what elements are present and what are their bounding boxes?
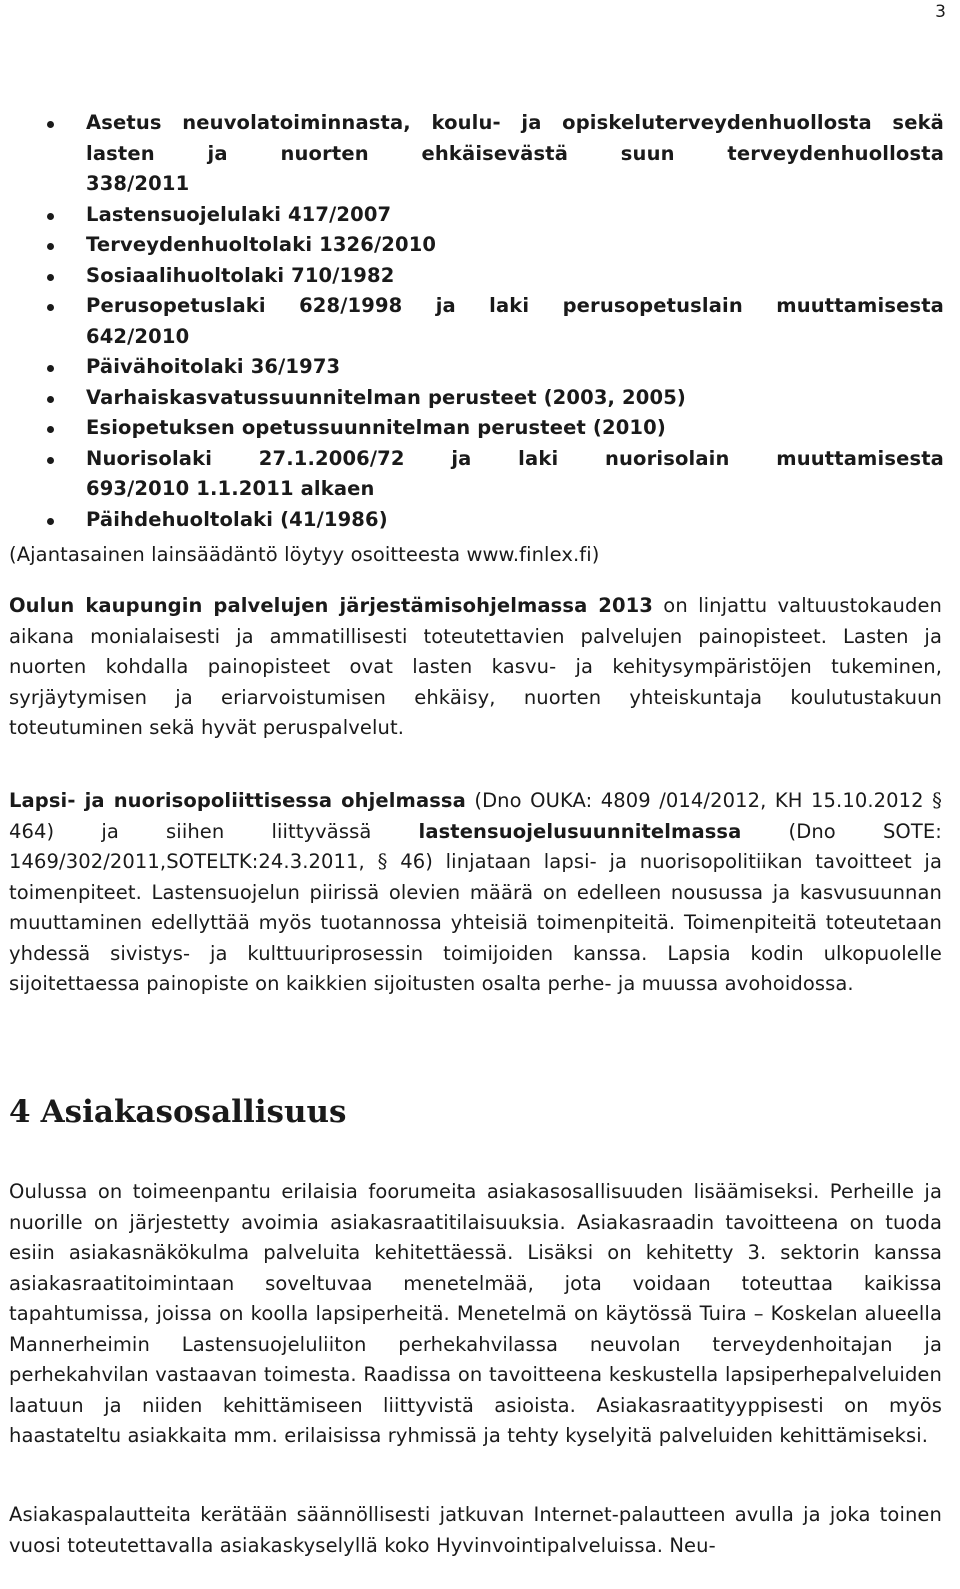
list-item bbox=[9, 261, 944, 292]
list-item-text: Perusopetuslaki 628/1998 ja laki perusopetuslain muuttamisesta bbox=[86, 294, 944, 317]
bullet-icon bbox=[47, 304, 54, 311]
list-item-text: Esiopetuksen opetussuunnitelman perusteet (2010) bbox=[86, 416, 666, 439]
paragraph-bold: Oulun kaupungin palvelujen järjestämisohjelmassa 2013 bbox=[9, 594, 653, 617]
paragraph-text: (Dno SOTE: 1469/302/2011,SOTELTK:24.3.2011, bbox=[9, 819, 942, 873]
list-item-text: Varhaiskasvatussuunnitelman perusteet (2003, 2005) bbox=[86, 385, 686, 409]
paragraph-text: 464) ja siihen liittyvässä bbox=[9, 819, 419, 843]
bullet-icon bbox=[47, 121, 54, 128]
bullet-icon bbox=[47, 274, 54, 281]
section-sign-icon: § bbox=[932, 789, 942, 812]
list-item-text-cont: 693/2010 1.1.2011 alkaen bbox=[86, 477, 375, 500]
paragraph-bold: Lapsi- ja nuorisopoliittisessa ohjelmassa bbox=[9, 789, 466, 812]
bullet-icon bbox=[47, 426, 54, 433]
bullet-icon bbox=[47, 396, 54, 403]
paragraph-lapsi-ja-nuorisopoliittinen-ohjelma bbox=[9, 786, 942, 1000]
page-number: 3 bbox=[935, 2, 946, 22]
list-item bbox=[9, 352, 944, 383]
paragraph-asiakasosallisuus: Oulussa on toimeenpantu erilaisia foorumeita asiakasosallisuuden lisäämiseksi. Perheille ja nuorille on järjestetty avoimia asiakasraatitilaisuuksia. Asiakasraadin tavoitteena on tuoda esiin asiakasnäkökulma palveluita kehitettäessä. Lisäksi on kehitetty 3. sektorin kanssa asiakasraatitoimintaan soveltuvaa menetelmää, jota voidaan toteuttaa kaikissa tapahtumissa, joissa on koolla lapsiperheitä. Menetelmä on käytössä Tuira – Koskelan alueella Mannerheimin Lastensuojeluliiton perhekahvilassa neuvolan terveydenhoitajan ja perhekahvilan vastaavan toimesta. Raadissa on tavoitteena keskustella lapsiperhepalveluiden laatuun ja niiden kehittämiseen liittyvistä asioista. Asiakasraatityyppisesti on myös haastateltu asiakkaita mm. erilaisissa ryhmissä ja tehty kyselyitä palveluiden kehittämiseksi. bbox=[9, 1180, 942, 1447]
bullet-icon bbox=[47, 365, 54, 372]
paragraph-palvelujen-jarjestamisohjelma bbox=[9, 591, 942, 744]
paragraph-text: on linjattu valtuustokauden aikana monialaisesti ja ammatillisesti toteutettavien palvelujen painopisteet. Lasten ja nuorten kohdalla painopisteet ovat lasten kasvu- ja kehitysympäristöjen tukeminen, syrjäytymisen ja eriarvoistumisen ehkäisy, nuorten yhteiskuntaja koulutustakuun toteutuminen sekä hyvät peruspalvelut. bbox=[9, 594, 942, 739]
list-item-text: Päihdehuoltolaki (41/1986) bbox=[86, 507, 388, 531]
bullet-icon bbox=[47, 213, 54, 220]
bullet-icon bbox=[47, 457, 54, 464]
list-item-text-cont: 338/2011 bbox=[86, 172, 190, 195]
bullet-icon bbox=[47, 243, 54, 250]
law-note: (Ajantasainen lainsäädäntö löytyy osoitteesta www.finlex.fi) bbox=[9, 543, 600, 566]
list-item-text: Päivähoitolaki 36/1973 bbox=[86, 355, 341, 378]
section-title: Asiakasosallisuus bbox=[40, 1094, 347, 1130]
list-item bbox=[9, 383, 944, 414]
law-list bbox=[9, 108, 944, 535]
list-item bbox=[9, 291, 944, 352]
paragraph-bold: lastensuojelusuunnitelmassa bbox=[418, 819, 742, 843]
bullet-icon bbox=[47, 518, 54, 525]
list-item-text: Terveydenhuoltolaki 1326/2010 bbox=[86, 233, 437, 256]
list-item-text: Lastensuojelulaki 417/2007 bbox=[86, 202, 392, 226]
list-item-text: Asetus neuvolatoiminnasta, koulu- ja opiskeluterveydenhuollosta sekä lasten ja nuorten ehkäisevästä suun terveydenhuollosta bbox=[86, 111, 944, 165]
list-item bbox=[9, 413, 944, 444]
list-item-text: Sosiaalihuoltolaki 710/1982 bbox=[86, 263, 395, 287]
section-number: 4 bbox=[9, 1094, 31, 1130]
list-item bbox=[9, 200, 944, 231]
list-item-text: Nuorisolaki 27.1.2006/72 ja laki nuorisolain muuttamisesta bbox=[86, 446, 944, 470]
paragraph-asiakaspalautteet: Asiakaspalautteita kerätään säännöllisesti jatkuvan Internet-palautteen avulla ja joka toinen vuosi toteutettavalla asiakaskyselyllä koko Hyvinvointipalveluissa. Neu- bbox=[9, 1503, 942, 1557]
list-item bbox=[9, 444, 944, 505]
list-item-text-cont: 642/2010 bbox=[86, 324, 190, 348]
list-item bbox=[9, 505, 944, 536]
paragraph-text: 46) linjataan lapsi- ja nuorisopolitiikan tavoitteet ja toimenpiteet. Lastensuojelun piirissä olevien määrä on edelleen nousussa ja kasvusuunnan muuttaminen edellyttää myös tuotannossa yhteisiä toimenpiteitä. Toimenpiteitä toteutetaan yhdessä sivistys- ja kulttuuriprosessin toimijoiden kanssa. Lapsia kodin ulkopuolelle sijoitettaessa painopiste on kaikkien sijoitusten osalta perhe- ja muussa avohoidossa. bbox=[9, 850, 942, 995]
list-item bbox=[9, 230, 944, 261]
section-sign-icon: § bbox=[377, 850, 388, 873]
list-item bbox=[9, 108, 944, 200]
paragraph-text: (Dno OUKA: 4809 /014/2012, KH 15.10.2012 bbox=[465, 789, 933, 812]
section-heading bbox=[9, 1092, 347, 1132]
